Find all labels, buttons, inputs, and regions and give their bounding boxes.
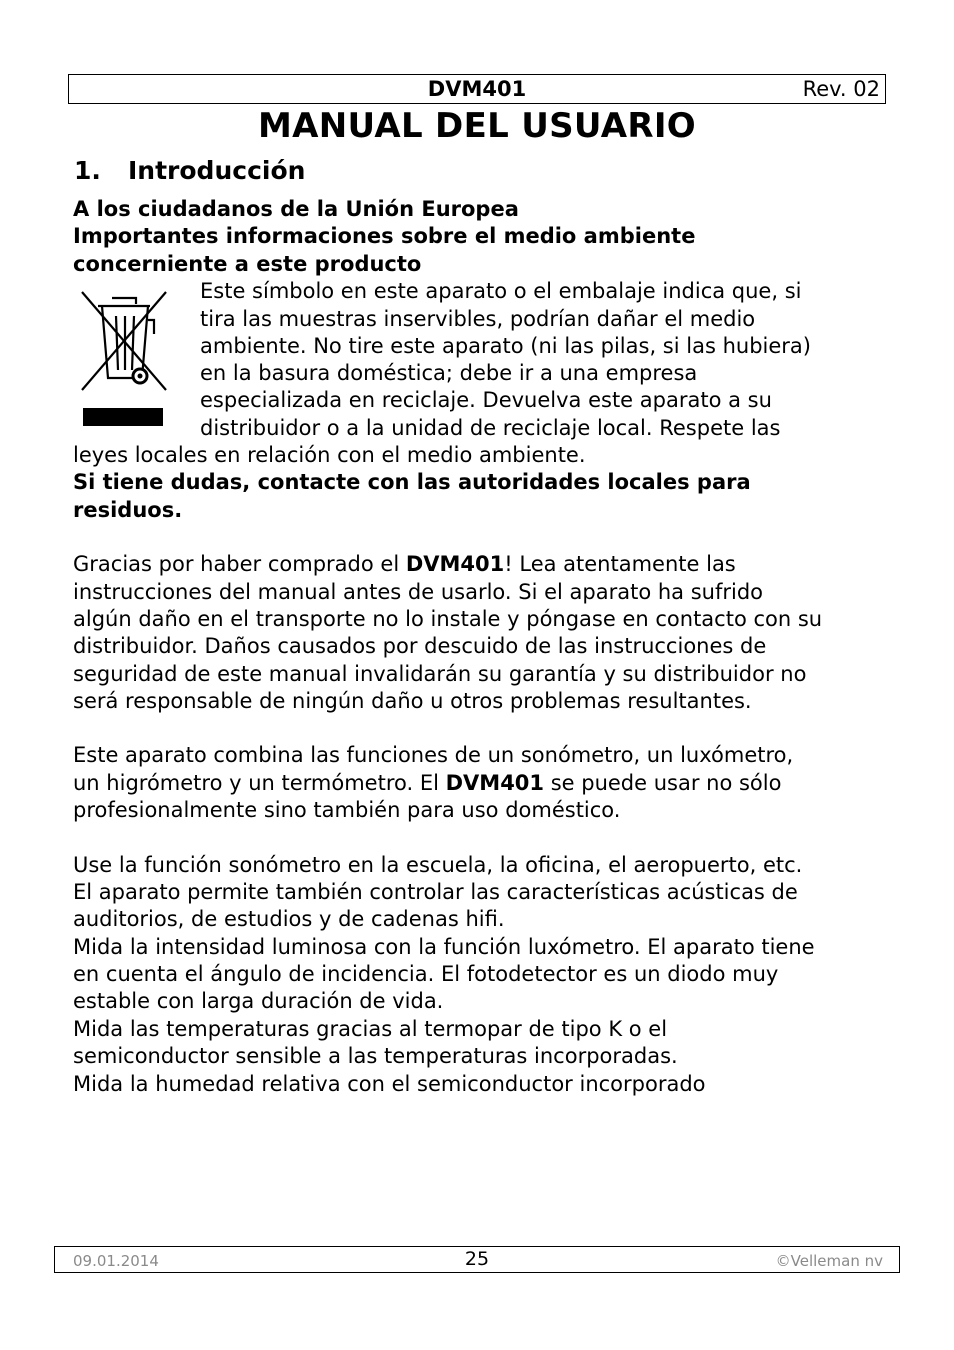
thanks-line: seguridad de este manual invalidarán su garantía y su distribuidor no (73, 662, 807, 686)
eu-body-line: ambiente. No tire este aparato (ni las pilas, si las hubiera) (200, 334, 811, 358)
eu-body-line: especializada en reciclaje. Devuelva este aparato a su (200, 388, 772, 412)
uses-line: en cuenta el ángulo de incidencia. El fotodetector es un diodo muy (73, 962, 779, 986)
product-name: DVM401 (445, 771, 545, 795)
eu-heading-3: concerniente a este producto (73, 252, 422, 276)
product-name: DVM401 (405, 552, 505, 576)
page-title: MANUAL DEL USUARIO (257, 106, 697, 146)
eu-body-line: en la basura doméstica; debe ir a una empresa (200, 361, 698, 385)
combine-line (73, 770, 893, 797)
page-header (68, 74, 886, 104)
eu-body-line: leyes locales en relación con el medio ambiente. (73, 443, 586, 467)
uses-line: semiconductor sensible a las temperaturas incorporadas. (73, 1044, 678, 1068)
uses-line: Mida la intensidad luminosa con la función luxómetro. El aparato tiene (73, 935, 815, 959)
uses-line: auditorios, de estudios y de cadenas hifi. (73, 907, 505, 931)
uses-line: Use la función sonómetro en la escuela, la oficina, el aeropuerto, etc. (73, 853, 803, 877)
thanks-line: algún daño en el transporte no lo instale y póngase en contacto con su (73, 607, 823, 631)
footer-date: 09.01.2014 (73, 1252, 159, 1270)
combine-text: un higrómetro y un termómetro. El (73, 771, 446, 795)
combine-line: Este aparato combina las funciones de un sonómetro, un luxómetro, (73, 743, 794, 767)
thanks-line: será responsable de ningún daño u otros problemas resultantes. (73, 689, 752, 713)
uses-line: El aparato permite también controlar las características acústicas de (73, 880, 798, 904)
combine-line: profesionalmente sino también para uso doméstico. (73, 798, 621, 822)
eu-body-line: distribuidor o a la unidad de reciclaje local. Respete las (200, 416, 781, 440)
footer-copyright: ©Velleman nv (775, 1252, 883, 1270)
page-footer (54, 1246, 900, 1273)
combine-text: se puede usar no sólo (544, 771, 782, 795)
thanks-line: distribuidor. Daños causados por descuido de las instrucciones de (73, 634, 767, 658)
section-number: 1. (74, 156, 101, 185)
uses-line: estable con larga duración de vida. (73, 989, 444, 1013)
thanks-line: instrucciones del manual antes de usarlo. Si el aparato ha sufrido (73, 580, 763, 604)
section-heading (74, 156, 305, 185)
section-title: Introducción (128, 156, 306, 185)
thanks-text: Gracias por haber comprado el (73, 552, 406, 576)
eu-doubt-line: Si tiene dudas, contacte con las autoridades locales para (73, 470, 751, 494)
page-number: 25 (464, 1248, 490, 1270)
weee-bin-icon (78, 290, 170, 430)
uses-line: Mida las temperaturas gracias al termopar de tipo K o el (73, 1017, 668, 1041)
thanks-text: ! Lea atentamente las (504, 552, 736, 576)
eu-doubt-line: residuos. (73, 498, 183, 522)
eu-heading-1: A los ciudadanos de la Unión Europea (73, 197, 519, 221)
thanks-line (73, 551, 893, 578)
header-model: DVM401 (427, 77, 527, 101)
uses-line: Mida la humedad relativa con el semiconductor incorporado (73, 1072, 706, 1096)
eu-heading-2: Importantes informaciones sobre el medio ambiente (73, 224, 696, 248)
eu-body-line: Este símbolo en este aparato o el embalaje indica que, si (200, 279, 802, 303)
eu-body-line: tira las muestras inservibles, podrían dañar el medio (200, 307, 756, 331)
header-revision: Rev. 02 (802, 77, 880, 101)
